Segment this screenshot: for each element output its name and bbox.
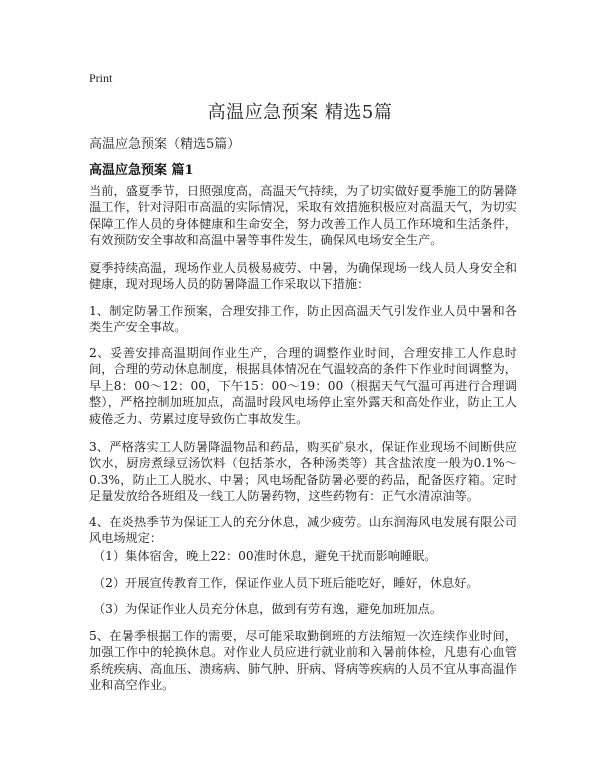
paragraph-item-1: 1、制定防暑工作预案，合理安排工作，防止因高温天气引发作业人员中暑和各类生产安全事故。: [89, 304, 517, 335]
paragraph-item-4: 4、在炎热季节为保证工人的充分休息，减少疲劳。山东润海风电发展有限公司风电场规定：: [89, 515, 517, 546]
page-title: 高温应急预案 精选5篇: [207, 102, 393, 123]
paragraph-item-5: 5、在暑季根据工作的需要，尽可能采取勤倒班的方法缩短一次连续作业时间，加强工作中的轮换休息。对作业人员应进行就业前和入暑前体检，凡患有心血管系统疾病、高血压、溃疡病、肺气肿、肝病、肾病等疾病的人员不宜从事高温作业和高空作业。: [89, 629, 517, 693]
paragraph-subitem-1: （1）集体宿舍，晚上22：00准时休息，避免干扰而影响睡眠。: [93, 549, 437, 563]
paragraph-intro: 当前，盛夏季节，日照强度高，高温天气持续，为了切实做好夏季施工的防暑降温工作，针对浔阳市高温的实际情况，采取有效措施积极应对高温天气，为切实保障工作人员的身体健康和生命安全，努力改善工作人员工作环境和生活条件，有效预防安全事故和高温中暑等事件发生，确保风电场安全生产。: [89, 184, 517, 248]
paragraph-item-2: 2、妥善安排高温期间作业生产，合理的调整作业时间，合理安排工人作息时间，合理的劳动休息制度，根据具体情况在气温较高的条件下作业时间调整为，早上8：00～12：00，下午15：00～19：00（根据天气气温可再进行合理调整），严格控制加班加点，高温时段风电场停止室外露天和高处作业，防止工人疲倦乏力、劳累过度导致伤亡事故发生。: [89, 346, 517, 426]
paragraph-measures-intro: 夏季持续高温，现场作业人员极易疲劳、中暑，为确保现场一线人员人身安全和健康，现对现场人员的防暑降温工作采取以下措施：: [89, 261, 517, 292]
paragraph-subitem-2: （2）开展宣传教育工作，保证作业人员下班后能吃好，睡好，休息好。: [93, 576, 479, 590]
paragraph-subitem-3: （3）为保证作业人员充分休息，做到有劳有逸，避免加班加点。: [93, 602, 443, 616]
print-link[interactable]: Print: [89, 71, 113, 85]
paragraph-item-3: 3、严格落实工人防暑降温物品和药品，购买矿泉水，保证作业现场不间断供应饮水，厨房煮绿豆汤饮料（包括茶水，各种汤类等）其含盐浓度一般为0.1%～0.3%，防止工人脱水、中暑；风电场配备防暑必要的药品，配备医疗箱。定时足量发放给各班组及一线工人防暑药物，这些药物有：正气水清凉油等。: [89, 440, 517, 504]
section-heading: 高温应急预案 篇1: [89, 163, 194, 178]
document-subtitle: 高温应急预案（精选5篇）: [89, 137, 241, 152]
